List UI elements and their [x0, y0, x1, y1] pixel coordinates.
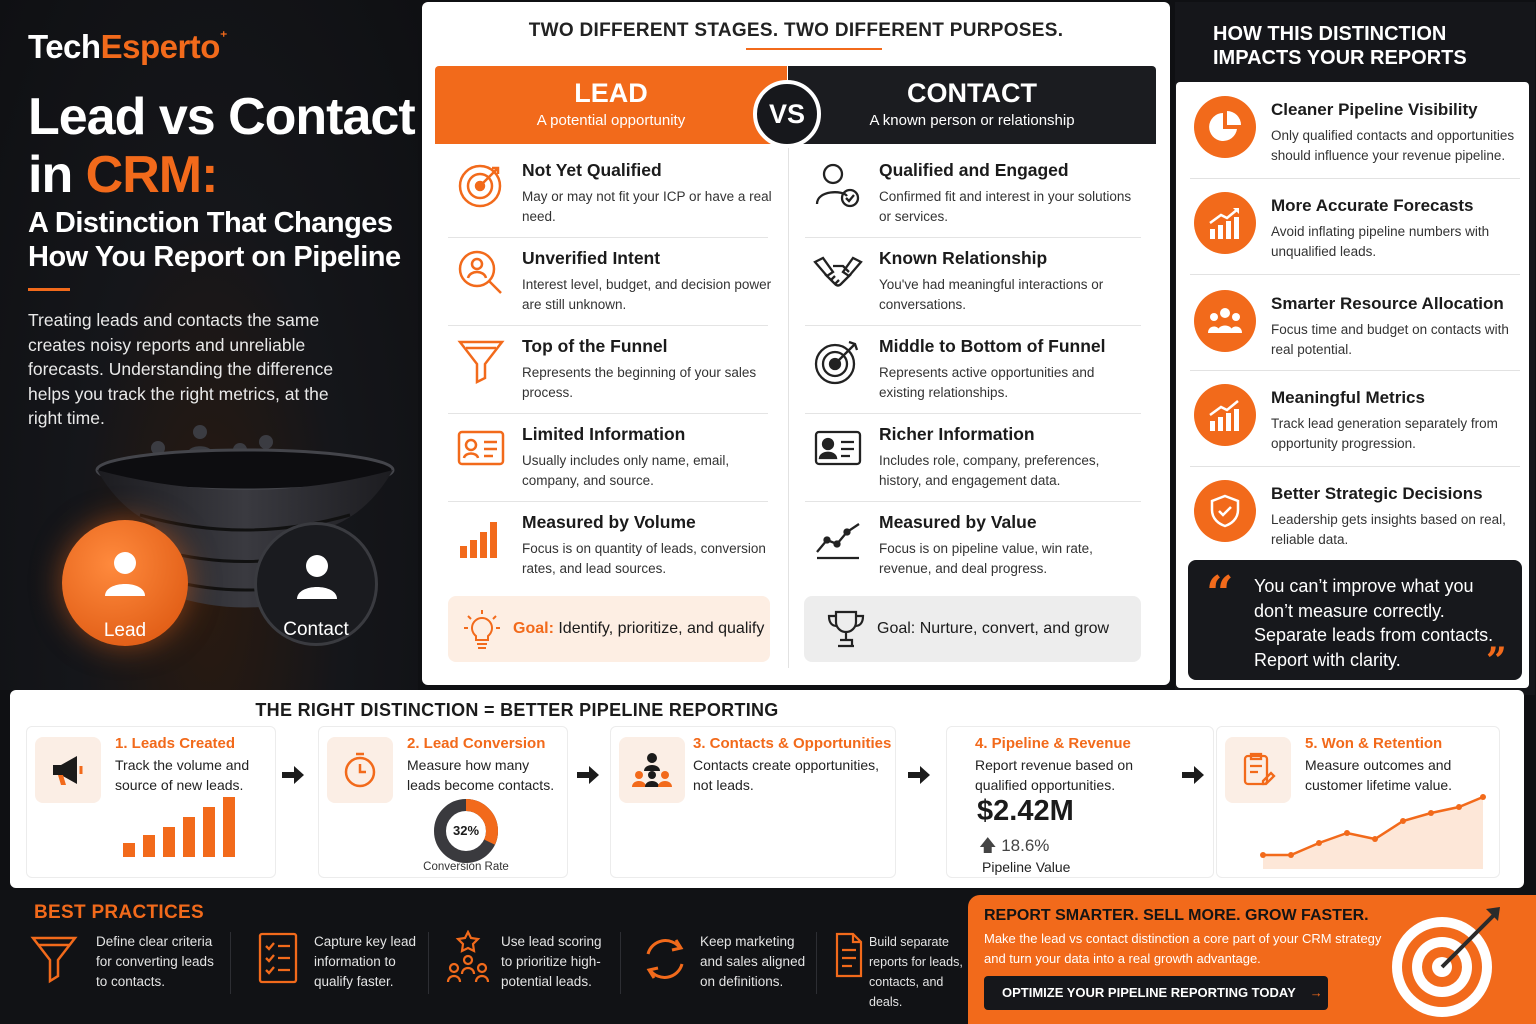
- best-practice-separator: [620, 932, 621, 994]
- contact-person-icon: [297, 553, 337, 601]
- arrow-right-icon: [573, 760, 603, 790]
- pipeline-step: [1216, 726, 1500, 878]
- lead-item-desc: Interest level, budget, and decision power are still unknown.: [522, 277, 772, 312]
- lead-item: [448, 150, 772, 238]
- contact-item-title: Middle to Bottom of Funnel: [879, 336, 1106, 356]
- best-practice-text: Keep marketing and sales aligned on definitions.: [700, 934, 806, 989]
- id-card-icon: [456, 424, 506, 474]
- best-practice-item: [640, 930, 810, 1000]
- impact-item: [1176, 82, 1529, 178]
- title-crm: CRM:: [85, 146, 218, 204]
- title-divider: [28, 288, 70, 291]
- line-chart-icon: [813, 512, 863, 562]
- cta-banner: [968, 895, 1536, 1024]
- lead-column-subtitle: A potential opportunity: [536, 112, 686, 129]
- pipeline-step-title: 5. Won & Retention: [1305, 735, 1443, 752]
- contact-item: [805, 238, 1141, 326]
- impact-separator: [1190, 274, 1520, 275]
- arrow-up-icon: 🡅: [979, 836, 1002, 855]
- pipeline-step: [946, 726, 1214, 878]
- contact-item: [805, 502, 1141, 590]
- logo-text-tech: Tech: [28, 28, 101, 65]
- lead-item: [448, 326, 768, 414]
- lead-column-header: [435, 66, 787, 144]
- contact-item-title: Measured by Value: [879, 512, 1037, 532]
- quote-text: You can’t improve what you don’t measure correctly. Separate leads from contacts. Report with clarity.: [1254, 576, 1494, 670]
- lead-item-desc: May or may not fit your ICP or have a real need.: [522, 189, 772, 224]
- pipeline-step-title: 3. Contacts & Opportunities: [693, 735, 892, 752]
- checklist-icon: [256, 930, 302, 986]
- impact-heading-line2: IMPACTS YOUR REPORTS: [1213, 47, 1467, 69]
- target-icon: [456, 160, 506, 210]
- vs-badge: VS: [753, 80, 821, 148]
- lead-goal-text: Identify, prioritize, and qualify: [558, 620, 765, 637]
- impact-item-desc: Avoid inflating pipeline numbers with unqualified leads.: [1271, 224, 1490, 259]
- pipeline-step-desc: Measure how many leads become contacts.: [407, 757, 555, 793]
- cta-desc: Make the lead vs contact distinction a core part of your CRM strategy and turn your data into a real growth advantage.: [984, 931, 1382, 966]
- pipeline-step-desc: Contacts create opportunities, not leads.: [693, 757, 879, 793]
- close-quote-icon: ”: [1486, 640, 1507, 682]
- scoring-icon: [444, 930, 492, 986]
- lead-item-desc: Focus is on quantity of leads, conversion rates, and lead sources.: [522, 541, 766, 576]
- team-icon: [1194, 290, 1256, 352]
- lead-item-title: Limited Information: [522, 424, 686, 444]
- report-icon: [834, 930, 864, 980]
- contact-column-subtitle: A known person or relationship: [869, 112, 1075, 129]
- contact-item: [805, 414, 1141, 502]
- contact-goal-text: Goal: Nurture, convert, and grow: [877, 620, 1110, 637]
- handshake-icon: [813, 248, 863, 298]
- pipeline-step-desc: Measure outcomes and customer lifetime value.: [1305, 757, 1453, 793]
- impact-item-title: Meaningful Metrics: [1271, 388, 1425, 407]
- lead-goal-prefix: Goal:: [513, 620, 554, 637]
- pipeline-step: [26, 726, 276, 878]
- contact-badge: [254, 522, 378, 646]
- best-practice-item: [834, 930, 964, 1009]
- contact-goal-box: [804, 596, 1141, 662]
- contact-item-desc: Focus is on pipeline value, win rate, revenue, and deal progress.: [879, 541, 1093, 576]
- impact-item-desc: Focus time and budget on contacts with real potential.: [1271, 322, 1509, 357]
- contact-item-title: Known Relationship: [879, 248, 1048, 268]
- lead-person-icon: [105, 550, 145, 598]
- lead-goal-box: [448, 596, 770, 662]
- optimize-reporting-button[interactable]: [984, 976, 1328, 1010]
- people-icon: [619, 737, 685, 803]
- impact-item-title: Cleaner Pipeline Visibility: [1271, 100, 1478, 119]
- comparison-panel: [422, 2, 1170, 685]
- contact-items-list: [805, 150, 1141, 590]
- cta-title: REPORT SMARTER. SELL MORE. GROW FASTER.: [984, 907, 1369, 924]
- lead-item: [448, 414, 768, 502]
- contact-item-title: Qualified and Engaged: [879, 160, 1069, 180]
- title-in: in: [28, 146, 86, 204]
- column-divider: [788, 148, 789, 668]
- best-practice-text: Build separate reports for leads, contacts, and deals.: [869, 935, 963, 1009]
- contact-item-desc: Represents active opportunities and existing relationships.: [879, 365, 1095, 400]
- best-practice-text: Define clear criteria for converting leads to contacts.: [96, 934, 214, 989]
- conversion-rate-value: 32%: [452, 823, 480, 838]
- user-search-icon: [456, 248, 506, 298]
- best-practice-text: Capture key lead information to qualify faster.: [314, 934, 417, 989]
- best-practice-text: Use lead scoring to prioritize high-potential leads.: [501, 934, 602, 989]
- impact-heading: [1213, 22, 1467, 70]
- page-subtitle: A Distinction That Changes How You Report on Pipeline: [28, 207, 401, 273]
- pipeline-value-label: Pipeline Value: [982, 859, 1071, 875]
- lightbulb-icon: [462, 608, 502, 650]
- logo-text-esperto: Esperto: [100, 28, 220, 65]
- arrow-right-icon: →: [1309, 985, 1323, 1000]
- pipeline-title: THE RIGHT DISTINCTION = BETTER PIPELINE REPORTING: [255, 700, 779, 720]
- best-practice-item: [444, 930, 614, 1000]
- cta-button-label: OPTIMIZE YOUR PIPELINE REPORTING TODAY: [1002, 985, 1296, 1000]
- best-practice-item: [256, 930, 426, 1000]
- quote-box: [1188, 560, 1522, 680]
- contact-label: Contact: [283, 619, 349, 640]
- pipeline-step-desc: Report revenue based on qualified opportunities.: [975, 757, 1133, 793]
- arrow-right-icon: [904, 760, 934, 790]
- bar-chart-icon: [456, 512, 506, 562]
- pipeline-step-title: 1. Leads Created: [115, 735, 236, 752]
- impact-item-title: More Accurate Forecasts: [1271, 196, 1474, 215]
- bullseye-icon: [813, 336, 863, 386]
- pipeline-change: [979, 833, 1049, 862]
- lead-item-desc: Represents the beginning of your sales process.: [522, 365, 757, 400]
- trophy-icon: [826, 608, 866, 650]
- profile-card-icon: [813, 424, 863, 474]
- pipeline-step: [318, 726, 568, 878]
- pipeline-step-title: 4. Pipeline & Revenue: [975, 735, 1131, 752]
- retention-trend-line: [1257, 793, 1489, 869]
- target-bullseye-icon: [1386, 901, 1506, 1021]
- contact-item-desc: Includes role, company, preferences, history, and engagement data.: [879, 453, 1100, 488]
- lead-column-title: LEAD: [574, 78, 648, 108]
- conversion-rate-label: Conversion Rate: [423, 861, 509, 873]
- contact-column-header: [788, 66, 1156, 144]
- pipeline-step-desc: Track the volume and source of new leads.: [115, 757, 250, 793]
- pipeline-value: $2.42M: [977, 795, 1074, 827]
- impact-panel: [1175, 2, 1535, 695]
- impact-item-desc: Only qualified contacts and opportunities should influence your revenue pipeline.: [1271, 128, 1515, 163]
- contact-item-title: Richer Information: [879, 424, 1035, 444]
- stopwatch-icon: [327, 737, 393, 803]
- shield-check-icon: [1194, 480, 1256, 542]
- lead-badge: [62, 520, 188, 646]
- lead-item-desc: Usually includes only name, email, company, and source.: [522, 453, 730, 488]
- best-practice-separator: [816, 932, 817, 994]
- impact-item: [1176, 466, 1529, 562]
- impact-heading-line1: HOW THIS DISTINCTION: [1213, 23, 1447, 45]
- pipeline-step-title: 2. Lead Conversion: [407, 735, 546, 752]
- lead-items-list: [448, 150, 772, 590]
- lead-item: [448, 502, 768, 590]
- impact-item: [1176, 370, 1529, 466]
- brand-logo[interactable]: TechEsperto⁺: [28, 28, 227, 65]
- intro-text: Treating leads and contacts the same creates noisy reports and unreliable forecasts. Understanding the difference helps you track the right metrics, at the right time.: [28, 310, 334, 428]
- contact-item: [805, 150, 1141, 238]
- title-line1: Lead vs Contact: [28, 88, 415, 146]
- arrow-right-icon: [1178, 760, 1208, 790]
- sync-icon: [640, 934, 690, 984]
- lead-item-title: Measured by Volume: [522, 512, 696, 532]
- title-underline: [746, 48, 882, 50]
- funnel-icon: [456, 336, 506, 386]
- metrics-chart-icon: [1194, 384, 1256, 446]
- impact-item-title: Smarter Resource Allocation: [1271, 294, 1504, 313]
- impact-item: [1176, 276, 1529, 372]
- contact-item-desc: You've had meaningful interactions or conversations.: [879, 277, 1104, 312]
- impact-item-desc: Leadership gets insights based on real, reliable data.: [1271, 512, 1506, 547]
- best-practices-title: BEST PRACTICES: [34, 902, 204, 923]
- lead-item: [448, 238, 772, 326]
- megaphone-icon: [35, 737, 101, 803]
- contact-item: [805, 326, 1141, 414]
- lead-item-title: Not Yet Qualified: [522, 160, 662, 180]
- left-hero-panel: [0, 0, 418, 690]
- growth-chart-icon: [1194, 192, 1256, 254]
- impact-item: [1176, 178, 1529, 274]
- user-check-icon: [813, 160, 863, 210]
- pipeline-reporting-section: [10, 690, 1524, 888]
- impact-list: [1176, 82, 1529, 688]
- page-title: [28, 88, 415, 204]
- leads-volume-bars: [121, 795, 251, 857]
- lead-item-title: Top of the Funnel: [522, 336, 668, 356]
- lead-item-title: Unverified Intent: [522, 248, 661, 268]
- funnel-icon: [30, 932, 78, 984]
- best-practice-separator: [428, 932, 429, 994]
- pipeline-step: [610, 726, 896, 878]
- contact-column-title: CONTACT: [907, 78, 1037, 108]
- best-practice-separator: [230, 932, 231, 994]
- arrow-right-icon: [278, 760, 308, 790]
- pipeline-change-value: 18.6%: [1001, 836, 1050, 855]
- comparison-title: TWO DIFFERENT STAGES. TWO DIFFERENT PURPOSES.: [528, 20, 1064, 41]
- best-practice-item: [30, 930, 230, 1000]
- contact-item-desc: Confirmed fit and interest in your solutions or services.: [879, 189, 1132, 224]
- lead-label: Lead: [103, 620, 147, 641]
- open-quote-icon: “: [1206, 566, 1234, 622]
- impact-item-desc: Track lead generation separately from opportunity progression.: [1271, 416, 1498, 451]
- impact-item-title: Better Strategic Decisions: [1271, 484, 1483, 503]
- pie-chart-icon: [1194, 96, 1256, 158]
